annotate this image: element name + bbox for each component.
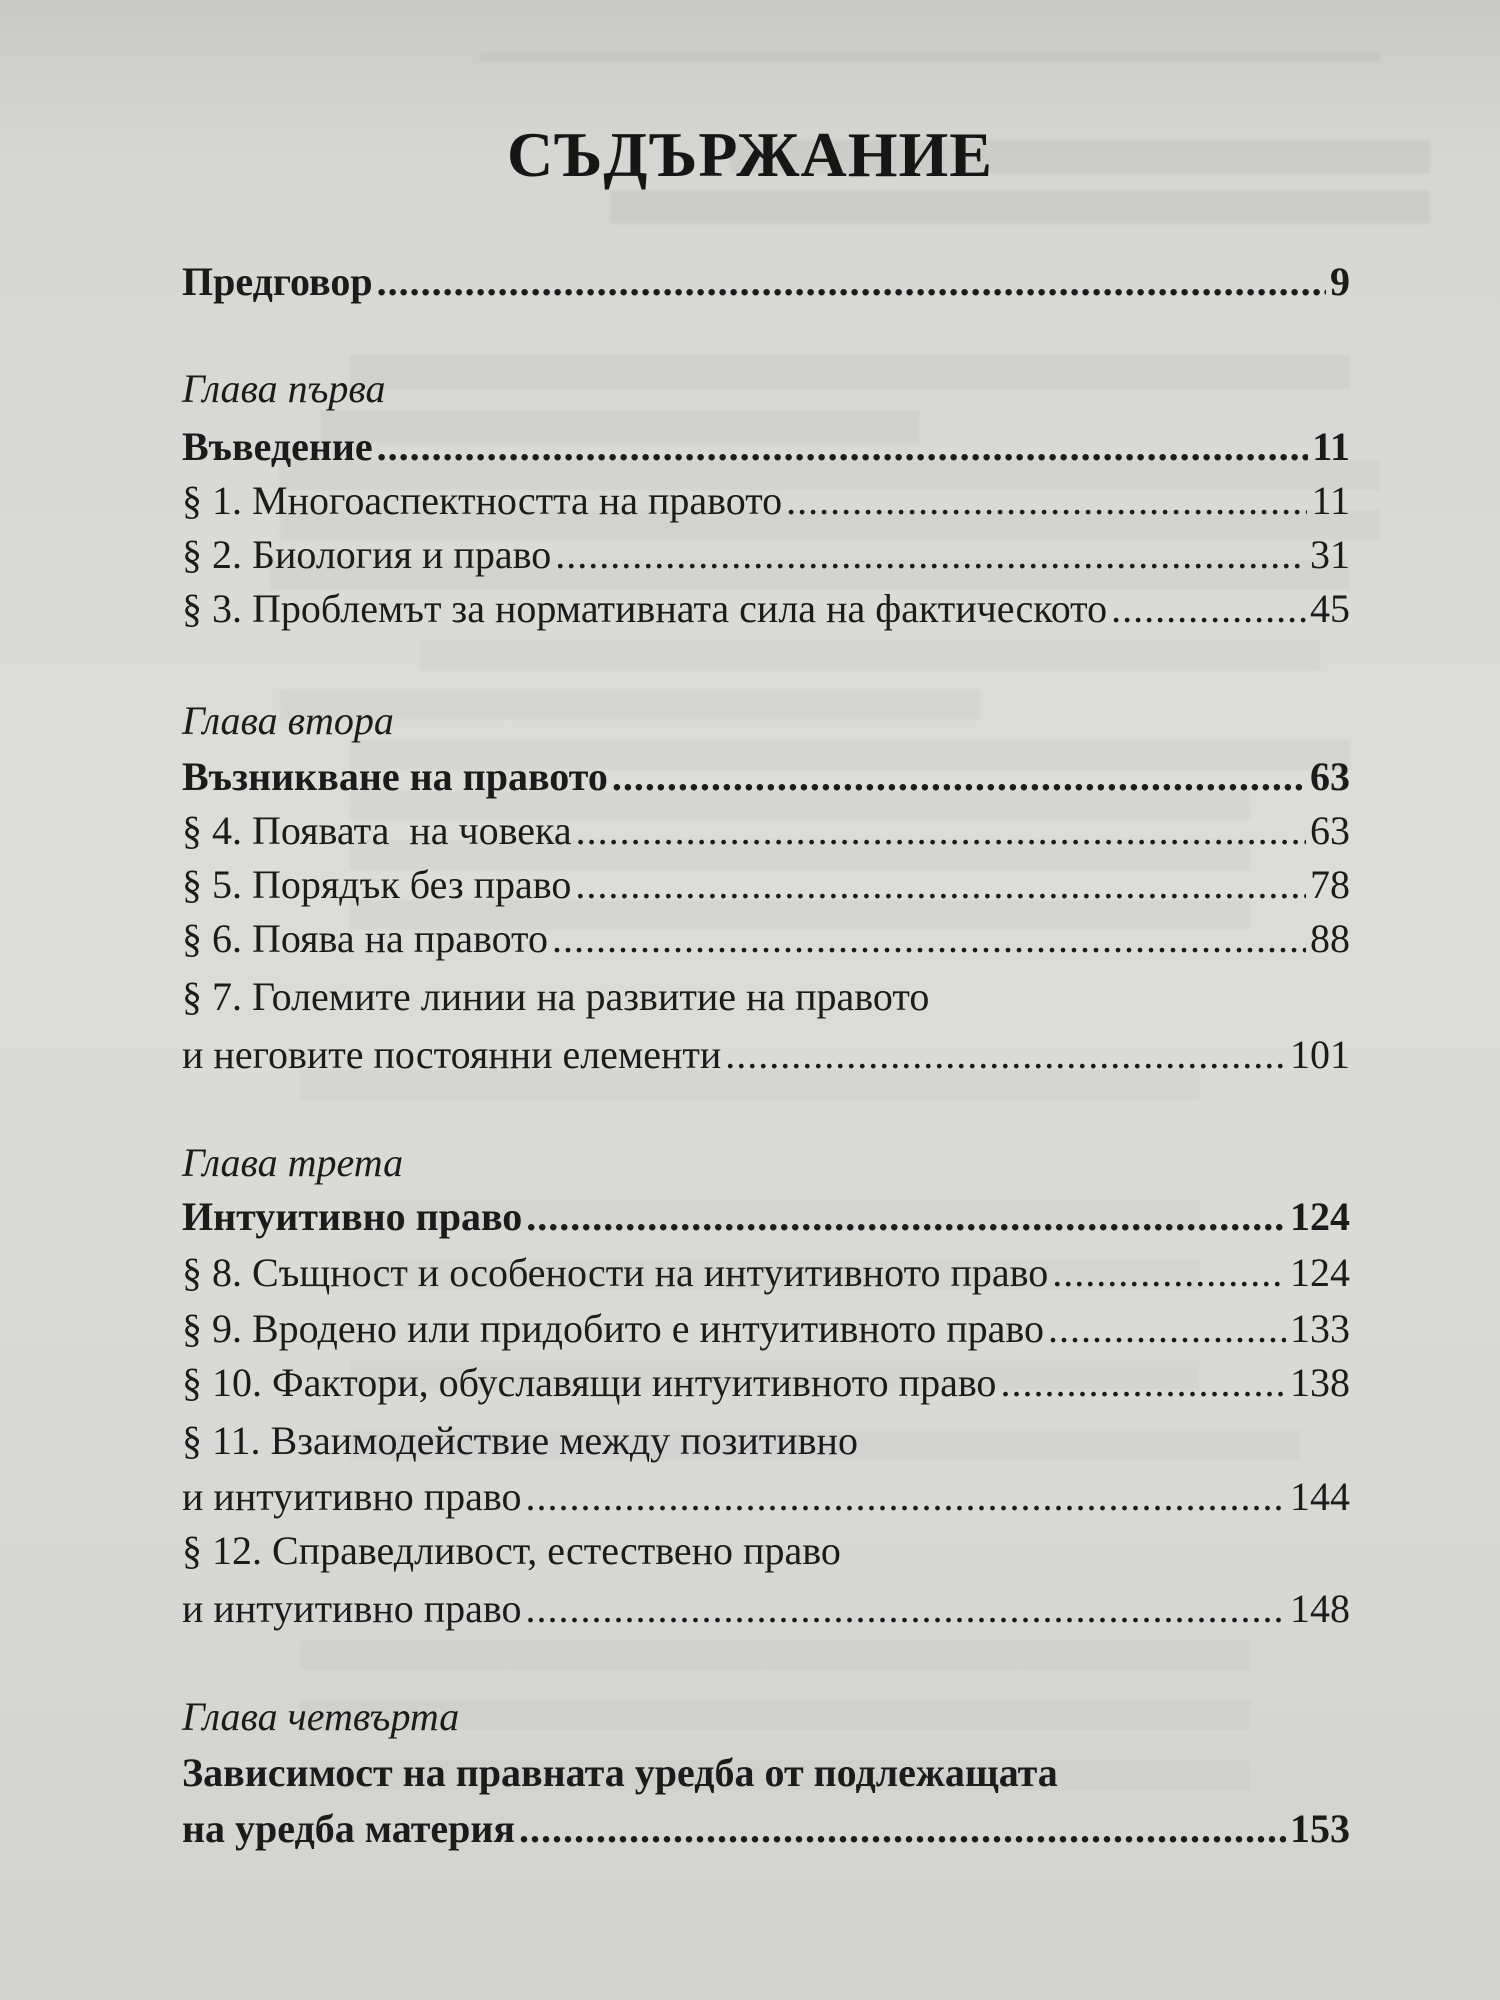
dot-leader: [575, 858, 1306, 912]
toc-page-number: 11: [1311, 478, 1350, 523]
toc-entry-section[interactable]: [182, 1414, 1350, 1524]
dot-leader: [519, 1802, 1286, 1856]
toc-page-number: 9: [1330, 259, 1350, 304]
toc-page-number: 144: [1290, 1474, 1350, 1519]
dot-leader: [1000, 1356, 1286, 1410]
toc-title: СЪДЪРЖАНИЕ: [507, 119, 993, 190]
toc-entry-label: § 10. Фактори, обуславящи интуитивното право: [182, 1360, 997, 1405]
toc-entry-label: § 2. Биология и право: [182, 532, 552, 577]
toc-entry-label: § 11. Взаимодействие между позитивно: [182, 1418, 858, 1463]
chapter-heading: Глава втора: [182, 698, 394, 743]
dot-leader: [377, 420, 1309, 474]
toc-entry-label: Предговор: [182, 259, 373, 304]
toc-entry-chapter-title[interactable]: [182, 1746, 1350, 1856]
toc-entry-label: § 6. Поява на правото: [182, 916, 548, 961]
chapter-heading: Глава трета: [182, 1140, 404, 1185]
toc-entry-section[interactable]: [182, 1356, 1350, 1410]
toc-page-number: 101: [1290, 1032, 1350, 1077]
toc-page-number: 124: [1290, 1194, 1350, 1239]
toc-page-number: 11: [1312, 424, 1350, 469]
toc-entry-label: § 12. Справедливост, естествено право: [182, 1528, 841, 1573]
toc-entry-label-continued: и интуитивно право: [182, 1474, 522, 1519]
dot-leader: [526, 1582, 1286, 1636]
toc-entry-chapter-title[interactable]: [182, 750, 1350, 804]
dot-leader: [612, 750, 1306, 804]
toc-entry-label: Възникване на правото: [182, 754, 608, 799]
toc-entry-section[interactable]: [182, 858, 1350, 912]
toc-page-number: 78: [1310, 862, 1350, 907]
toc-page-number: 63: [1310, 754, 1350, 799]
toc-page-number: 45: [1310, 586, 1350, 631]
toc-entry-label-continued: на уредба материя: [182, 1806, 516, 1851]
toc-entry-section[interactable]: [182, 582, 1350, 636]
dot-leader: [377, 255, 1326, 309]
dot-leader: [1048, 1302, 1286, 1356]
dot-leader: [526, 1470, 1286, 1524]
toc-entry-section[interactable]: [182, 528, 1350, 582]
dot-leader: [725, 1028, 1286, 1082]
toc-entry-label: Въведение: [182, 424, 373, 469]
toc-entry-label: § 9. Вродено или придобито е интуитивното право: [182, 1306, 1044, 1351]
toc-entry-label: Интуитивно право: [182, 1194, 523, 1239]
toc-page-number: 124: [1290, 1250, 1350, 1295]
toc-page-number: 133: [1290, 1306, 1350, 1351]
toc-page-number: 63: [1310, 808, 1350, 853]
chapter-heading: Глава четвърта: [182, 1694, 460, 1739]
toc-entry-preface[interactable]: [182, 255, 1350, 309]
dot-leader: [576, 804, 1306, 858]
chapter-heading: Глава първа: [182, 366, 386, 411]
toc-entry-section[interactable]: [182, 1246, 1350, 1300]
toc-page-number: 153: [1290, 1806, 1350, 1851]
toc-entry-label: § 4. Появата на човека: [182, 808, 572, 853]
toc-entry-label: § 1. Многоаспектността на правото: [182, 478, 783, 523]
toc-entry-label: Зависимост на правната уредба от подлежащата: [182, 1750, 1058, 1795]
toc-entry-label-continued: и неговите постоянни елементи: [182, 1032, 722, 1077]
toc-entry-label: § 3. Проблемът за нормативната сила на фактическото: [182, 586, 1108, 631]
toc-entry-section[interactable]: [182, 1302, 1350, 1356]
dot-leader: [526, 1190, 1286, 1244]
dot-leader: [1111, 582, 1306, 636]
toc-entry-label-continued: и интуитивно право: [182, 1586, 522, 1631]
toc-entry-chapter-title[interactable]: [182, 1190, 1350, 1244]
toc-entry-section[interactable]: [182, 474, 1350, 528]
toc-entry-section[interactable]: [182, 1524, 1350, 1636]
toc-page-number: 31: [1310, 532, 1350, 577]
toc-entry-section[interactable]: [182, 970, 1350, 1082]
dot-leader: [1052, 1246, 1286, 1300]
toc-page-number: 88: [1310, 916, 1350, 961]
dot-leader: [555, 528, 1306, 582]
toc-entry-chapter-title[interactable]: [182, 420, 1350, 474]
toc-entry-label: § 5. Порядък без право: [182, 862, 572, 907]
toc-entry-section[interactable]: [182, 912, 1350, 966]
dot-leader: [786, 474, 1307, 528]
toc-page-number: 138: [1290, 1360, 1350, 1405]
toc-entry-section[interactable]: [182, 804, 1350, 858]
toc-entry-label: § 8. Същност и особености на интуитивното право: [182, 1250, 1049, 1295]
toc-page-number: 148: [1290, 1586, 1350, 1631]
toc-entry-label: § 7. Големите линии на развитие на правото: [182, 974, 930, 1019]
dot-leader: [552, 912, 1306, 966]
